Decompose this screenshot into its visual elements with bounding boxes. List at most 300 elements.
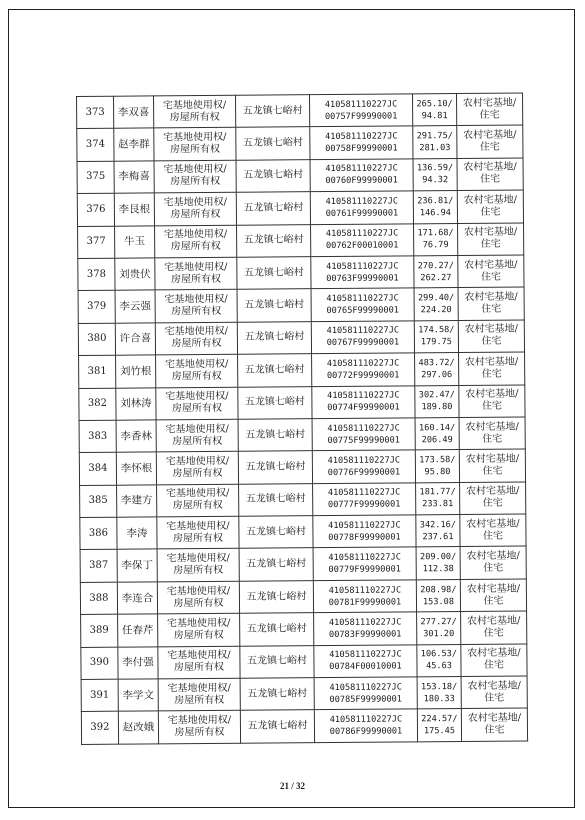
- right-type-cell-line: 宅基地使用权/: [163, 229, 228, 241]
- right-type-cell-line: 房屋所有权: [171, 370, 222, 383]
- area-cell-line: 173.58/: [419, 455, 456, 466]
- parcel-code-cell: [312, 385, 415, 418]
- right-type-cell: [154, 192, 236, 225]
- right-type-cell: [156, 354, 238, 387]
- area-cell: [414, 320, 458, 353]
- table-row: [78, 287, 524, 323]
- usage-cell-line: 农村宅基地/: [465, 388, 519, 401]
- area-cell: [417, 709, 461, 742]
- register-table-body: [77, 93, 528, 744]
- right-type-cell-line: 房屋所有权: [171, 403, 223, 415]
- right-type-cell-line: 宅基地使用权/: [163, 196, 228, 209]
- row-number-cell: 390: [81, 647, 118, 680]
- parcel-code-cell-line: 410581110227JC: [326, 358, 400, 369]
- row-number-cell: 391: [81, 679, 118, 712]
- table-row: [81, 611, 527, 647]
- right-type-cell-line: 房屋所有权: [170, 273, 221, 285]
- area-cell: [412, 94, 456, 127]
- location-cell: 五龙镇七峪村: [237, 224, 311, 257]
- usage-cell-line: 农村宅基地/: [465, 453, 520, 465]
- right-type-cell-line: 房屋所有权: [171, 305, 222, 318]
- table-row: [81, 708, 527, 744]
- usage-cell-line: 住宅: [483, 627, 504, 639]
- right-type-cell-line: 房屋所有权: [172, 467, 223, 480]
- area-cell-line: 180.33: [423, 693, 455, 705]
- location-cell: 五龙镇七峪村: [238, 386, 312, 419]
- right-type-cell-line: 房屋所有权: [173, 629, 224, 642]
- usage-cell: [460, 579, 526, 612]
- parcel-code-cell-line: 410581110227JC: [326, 293, 399, 305]
- right-type-cell-line: 宅基地使用权/: [164, 293, 228, 306]
- usage-cell-line: 住宅: [482, 465, 503, 477]
- usage-cell-line: 住宅: [483, 659, 505, 672]
- parcel-code-cell-line: 00774F99990001: [327, 402, 400, 414]
- right-type-cell-line: 宅基地使用权/: [166, 585, 231, 597]
- usage-cell-line: 住宅: [480, 238, 501, 251]
- usage-cell-line: 农村宅基地/: [465, 421, 519, 433]
- row-number-cell: 386: [80, 517, 117, 550]
- right-type-cell-line: 房屋所有权: [172, 435, 223, 447]
- table-row: [81, 644, 527, 680]
- area-cell-line: 174.58/: [418, 325, 455, 336]
- location-cell: 五龙镇七峪村: [239, 483, 313, 516]
- area-cell: [415, 385, 459, 418]
- row-number-cell: 377: [78, 226, 115, 259]
- usage-cell-line: 住宅: [482, 433, 503, 445]
- right-type-cell-line: 宅基地使用权/: [167, 714, 232, 727]
- area-cell-line: 224.20: [420, 305, 452, 316]
- right-type-cell-line: 房屋所有权: [172, 500, 223, 512]
- area-cell-line: 233.81: [422, 499, 454, 510]
- usage-cell-line: 住宅: [484, 724, 505, 736]
- right-type-cell: [157, 516, 239, 549]
- parcel-code-cell: [312, 450, 415, 483]
- area-cell-line: 302.47/: [418, 390, 456, 401]
- right-type-cell: [155, 225, 237, 258]
- parcel-code-cell-line: 00777F99990001: [327, 499, 401, 511]
- parcel-code-cell-line: 410581110227JC: [327, 487, 401, 499]
- usage-cell-line: 住宅: [480, 271, 501, 283]
- parcel-code-cell-line: 410581110227JC: [328, 520, 401, 531]
- right-type-cell-line: 房屋所有权: [169, 111, 220, 123]
- location-cell: 五龙镇七峪村: [240, 645, 314, 678]
- usage-cell: [460, 514, 526, 547]
- area-cell-line: 301.20: [423, 628, 455, 640]
- right-type-cell-line: 宅基地使用权/: [164, 261, 228, 273]
- area-cell-line: 270.27/: [417, 260, 454, 271]
- usage-cell: [457, 190, 523, 223]
- location-cell: 五龙镇七峪村: [239, 581, 313, 614]
- area-cell: [415, 450, 459, 483]
- usage-cell-line: 住宅: [479, 141, 500, 153]
- table-row: [79, 384, 525, 420]
- row-number-cell: 378: [78, 258, 115, 291]
- usage-cell: [460, 482, 526, 515]
- right-type-cell: [158, 646, 240, 679]
- area-cell-line: 175.45: [423, 726, 456, 737]
- register-table: [76, 92, 528, 744]
- usage-cell-line: 住宅: [480, 174, 501, 186]
- parcel-code-cell: [313, 580, 416, 613]
- parcel-code-cell-line: 00783F99990001: [328, 629, 402, 640]
- usage-cell: [456, 93, 522, 126]
- area-cell-line: 153.18/: [421, 681, 458, 693]
- parcel-code-cell-line: 410581110227JC: [325, 228, 399, 240]
- parcel-code-cell-line: 00761F99990001: [325, 208, 399, 219]
- right-type-cell-line: 宅基地使用权/: [163, 131, 227, 144]
- usage-cell-line: 农村宅基地/: [466, 518, 520, 530]
- right-type-cell-line: 宅基地使用权/: [165, 488, 230, 500]
- table-row: [78, 320, 524, 356]
- parcel-code-cell-line: 00781F99990001: [328, 597, 402, 608]
- location-cell: 五龙镇七峪村: [237, 321, 311, 354]
- location-cell: 五龙镇七峪村: [239, 516, 313, 549]
- parcel-code-cell: [311, 223, 414, 256]
- row-number-cell: 385: [80, 485, 117, 518]
- parcel-code-cell-line: 00765F99990001: [326, 305, 399, 317]
- usage-cell-line: 住宅: [481, 336, 502, 348]
- row-number-cell: 392: [81, 712, 118, 745]
- table-row: [80, 579, 526, 615]
- area-cell-line: 76.79: [422, 240, 449, 251]
- area-cell: [416, 482, 460, 515]
- usage-cell-line: 农村宅基地/: [466, 550, 520, 563]
- owner-name-cell: 李涛: [117, 517, 157, 550]
- usage-cell: [458, 255, 524, 288]
- usage-cell: [457, 125, 523, 158]
- right-type-cell-line: 房屋所有权: [170, 208, 221, 221]
- usage-cell-line: 农村宅基地/: [467, 647, 521, 660]
- usage-cell-line: 农村宅基地/: [463, 129, 517, 142]
- owner-name-cell: 李艮根: [114, 193, 154, 226]
- area-cell: [413, 191, 457, 224]
- table-row: [79, 417, 525, 453]
- location-cell: 五龙镇七峪村: [237, 257, 311, 290]
- table-row: [78, 223, 524, 259]
- register-table-wrapper: [76, 92, 527, 744]
- owner-name-cell: 李双喜: [114, 96, 154, 129]
- right-type-cell-line: 房屋所有权: [171, 338, 222, 350]
- parcel-code-cell: [314, 677, 417, 710]
- parcel-code-cell: [313, 547, 416, 580]
- owner-name-cell: 李建方: [117, 485, 157, 518]
- owner-name-cell: 李付强: [118, 647, 158, 680]
- parcel-code-cell-line: 410581110227JC: [324, 99, 398, 110]
- location-cell: 五龙镇七峪村: [238, 419, 312, 452]
- row-number-cell: 373: [77, 96, 114, 129]
- table-row: [78, 255, 524, 291]
- right-type-cell-line: 房屋所有权: [173, 597, 224, 609]
- row-number-cell: 375: [77, 161, 114, 194]
- location-cell: 五龙镇七峪村: [240, 678, 314, 711]
- area-cell-line: 146.94: [419, 207, 451, 219]
- area-cell-line: 208.98/: [420, 584, 457, 595]
- table-row: [80, 482, 526, 518]
- parcel-code-cell-line: 410581110227JC: [327, 423, 400, 434]
- parcel-code-cell: [309, 94, 412, 127]
- right-type-cell: [158, 613, 240, 646]
- owner-name-cell: 李连合: [117, 582, 157, 615]
- row-number-cell: 388: [80, 582, 117, 615]
- table-row: [80, 514, 526, 550]
- usage-cell: [459, 352, 525, 385]
- right-type-cell-line: 宅基地使用权/: [166, 520, 230, 533]
- area-cell-line: 153.08: [422, 596, 455, 607]
- area-cell-line: 171.68/: [417, 228, 454, 239]
- area-cell: [417, 677, 461, 710]
- parcel-code-cell-line: 00779F99990001: [328, 564, 401, 576]
- usage-cell-line: 住宅: [479, 109, 500, 121]
- parcel-code-cell-line: 00758F99990001: [325, 143, 398, 155]
- parcel-code-cell-line: 00757F99990001: [324, 111, 398, 122]
- parcel-code-cell-line: 410581110227JC: [328, 617, 402, 628]
- right-type-cell: [158, 678, 240, 711]
- right-type-cell-line: 宅基地使用权/: [162, 99, 227, 112]
- right-type-cell-line: 房屋所有权: [172, 532, 224, 545]
- parcel-code-cell-line: 00772F99990001: [326, 370, 400, 381]
- right-type-cell: [156, 452, 238, 485]
- location-cell: 五龙镇七峪村: [238, 451, 312, 484]
- owner-name-cell: 许合喜: [115, 323, 155, 356]
- right-type-cell-line: 房屋所有权: [170, 241, 221, 253]
- owner-name-cell: 李香林: [116, 420, 156, 453]
- parcel-code-cell-line: 410581110227JC: [329, 649, 402, 661]
- row-number-cell: 376: [77, 193, 114, 226]
- area-cell-line: 342.16/: [419, 519, 457, 531]
- location-cell: 五龙镇七峪村: [236, 159, 310, 192]
- right-type-cell-line: 宅基地使用权/: [164, 358, 229, 371]
- location-cell: 五龙镇七峪村: [237, 289, 311, 322]
- parcel-code-cell-line: 00760F99990001: [325, 175, 398, 187]
- owner-name-cell: 刘竹根: [116, 355, 156, 388]
- location-cell: 五龙镇七峪村: [240, 710, 314, 743]
- right-type-cell: [155, 290, 237, 323]
- area-cell: [413, 126, 457, 159]
- usage-cell: [458, 320, 524, 353]
- table-row: [79, 449, 525, 485]
- parcel-code-cell: [314, 612, 417, 645]
- right-type-cell-line: 房屋所有权: [173, 662, 225, 674]
- usage-cell-line: 农村宅基地/: [464, 356, 519, 368]
- area-cell-line: 483.72/: [418, 357, 455, 369]
- area-cell: [417, 612, 461, 645]
- usage-cell-line: 农村宅基地/: [467, 680, 521, 692]
- area-cell-line: 189.80: [421, 402, 453, 413]
- area-cell-line: 106.53/: [420, 649, 458, 660]
- location-cell: 五龙镇七峪村: [240, 613, 314, 646]
- location-cell: 五龙镇七峪村: [235, 95, 309, 128]
- usage-cell-line: 农村宅基地/: [464, 259, 518, 271]
- owner-name-cell: 李保丁: [117, 549, 157, 582]
- row-number-cell: 384: [79, 452, 116, 485]
- area-cell-line: 112.38: [422, 564, 454, 575]
- location-cell: 五龙镇七峪村: [236, 192, 310, 225]
- table-row: [77, 190, 523, 226]
- right-type-cell-line: 宅基地使用权/: [165, 423, 229, 435]
- row-number-cell: 387: [80, 550, 117, 583]
- usage-cell: [458, 287, 524, 320]
- table-row: [77, 158, 523, 194]
- parcel-code-cell-line: 00786F99990001: [329, 726, 403, 738]
- parcel-code-cell: [310, 159, 413, 192]
- page-number: 21 / 32: [279, 781, 305, 791]
- parcel-code-cell: [310, 126, 413, 159]
- right-type-cell: [157, 581, 239, 614]
- area-cell-line: 181.77/: [419, 487, 456, 498]
- usage-cell-line: 住宅: [483, 595, 504, 607]
- parcel-code-cell-line: 410581110227JC: [327, 455, 401, 467]
- usage-cell-line: 住宅: [481, 400, 502, 413]
- usage-cell-line: 农村宅基地/: [463, 226, 518, 239]
- owner-name-cell: 赵李群: [114, 128, 154, 161]
- usage-cell-line: 农村宅基地/: [462, 97, 517, 109]
- usage-cell-line: 农村宅基地/: [464, 323, 519, 336]
- parcel-code-cell: [313, 515, 416, 548]
- parcel-code-cell-line: 00762F00010001: [325, 240, 399, 252]
- usage-cell: [457, 158, 523, 191]
- right-type-cell: [155, 322, 237, 355]
- table-row: [77, 93, 523, 129]
- area-cell-line: 297.06: [421, 369, 453, 381]
- area-cell-line: 209.00/: [419, 552, 457, 563]
- usage-cell-line: 农村宅基地/: [467, 712, 522, 725]
- area-cell-line: 45.63: [426, 661, 452, 672]
- parcel-code-cell-line: 410581110227JC: [325, 131, 398, 143]
- right-type-cell-line: 宅基地使用权/: [166, 617, 231, 630]
- row-number-cell: 382: [79, 388, 116, 421]
- parcel-code-cell-line: 410581110227JC: [328, 585, 402, 596]
- parcel-code-cell: [311, 256, 414, 289]
- usage-cell-line: 农村宅基地/: [466, 615, 521, 627]
- row-number-cell: 383: [79, 420, 116, 453]
- area-cell-line: 291.75/: [416, 131, 453, 142]
- usage-cell: [461, 708, 527, 741]
- owner-name-cell: 刘林涛: [116, 387, 156, 420]
- usage-cell-line: 住宅: [480, 206, 501, 218]
- table-row: [79, 352, 525, 388]
- parcel-code-cell: [314, 709, 417, 742]
- area-cell-line: 160.14/: [418, 422, 456, 433]
- area-cell: [415, 353, 459, 386]
- area-cell-line: 136.59/: [416, 163, 454, 174]
- parcel-code-cell: [311, 288, 414, 321]
- row-number-cell: 381: [79, 355, 116, 388]
- usage-cell-line: 农村宅基地/: [465, 485, 520, 498]
- parcel-code-cell-line: 00776F99990001: [327, 467, 401, 479]
- owner-name-cell: 刘贵伏: [115, 258, 155, 291]
- owner-name-cell: 李怀根: [116, 452, 156, 485]
- area-cell: [416, 547, 460, 580]
- right-type-cell-line: 房屋所有权: [170, 176, 221, 188]
- right-type-cell: [157, 549, 239, 582]
- right-type-cell-line: 房屋所有权: [174, 726, 225, 739]
- area-cell: [416, 515, 460, 548]
- area-cell-line: 237.61: [422, 531, 454, 543]
- usage-cell: [460, 546, 526, 579]
- parcel-code-cell: [312, 353, 415, 386]
- row-number-cell: 379: [78, 291, 115, 324]
- usage-cell-line: 住宅: [484, 692, 505, 704]
- table-row: [80, 546, 526, 582]
- table-row: [81, 676, 527, 712]
- right-type-cell: [154, 95, 236, 128]
- owner-name-cell: 李梅喜: [114, 161, 154, 194]
- right-type-cell-line: 房屋所有权: [173, 565, 224, 577]
- parcel-code-cell-line: 410581110227JC: [328, 552, 401, 564]
- usage-cell-line: 住宅: [482, 498, 503, 510]
- right-type-cell-line: 房屋所有权: [174, 694, 225, 706]
- right-type-cell: [154, 128, 236, 161]
- parcel-code-cell-line: 00785F99990001: [329, 694, 403, 705]
- usage-cell-line: 住宅: [481, 303, 502, 315]
- parcel-code-cell-line: 00763F99990001: [326, 273, 399, 284]
- parcel-code-cell: [311, 321, 414, 354]
- parcel-code-cell: [314, 644, 417, 677]
- area-cell-line: 262.27: [420, 272, 452, 283]
- right-type-cell: [155, 257, 237, 290]
- parcel-code-cell-line: 410581110227JC: [327, 390, 400, 402]
- parcel-code-cell: [310, 191, 413, 224]
- right-type-cell-line: 宅基地使用权/: [166, 552, 230, 565]
- area-cell-line: 236.81/: [417, 195, 454, 207]
- row-number-cell: 389: [81, 614, 118, 647]
- area-cell-line: 179.75: [420, 337, 453, 348]
- right-type-cell: [157, 484, 239, 517]
- usage-cell: [461, 676, 527, 709]
- area-cell-line: 206.49: [421, 434, 453, 445]
- area-cell-line: 224.57/: [421, 714, 458, 725]
- usage-cell: [461, 644, 527, 677]
- parcel-code-cell-line: 410581110227JC: [326, 325, 400, 337]
- right-type-cell-line: 宅基地使用权/: [164, 326, 229, 338]
- location-cell: 五龙镇七峪村: [238, 354, 312, 387]
- table-row: [77, 125, 523, 161]
- owner-name-cell: 李学文: [118, 679, 158, 712]
- parcel-code-cell-line: 410581110227JC: [325, 196, 399, 207]
- right-type-cell: [156, 387, 238, 420]
- right-type-cell: [154, 160, 236, 193]
- usage-cell-line: 住宅: [481, 368, 502, 380]
- location-cell: 五龙镇七峪村: [239, 548, 313, 581]
- parcel-code-cell-line: 00784F00010001: [329, 661, 402, 673]
- usage-cell: [459, 417, 525, 450]
- parcel-code-cell-line: 00778F99990001: [328, 532, 401, 543]
- area-cell-line: 277.27/: [420, 616, 457, 628]
- area-cell: [415, 417, 459, 450]
- parcel-code-cell-line: 00767F99990001: [326, 337, 400, 349]
- area-cell: [416, 579, 460, 612]
- area-cell-line: 95.80: [424, 467, 451, 478]
- usage-cell: [461, 611, 527, 644]
- parcel-code-cell: [312, 418, 415, 451]
- parcel-code-cell-line: 00775F99990001: [327, 435, 400, 446]
- right-type-cell: [156, 419, 238, 452]
- usage-cell-line: 住宅: [483, 562, 504, 574]
- usage-cell-line: 住宅: [482, 530, 504, 542]
- right-type-cell: [158, 711, 240, 744]
- parcel-code-cell-line: 410581110227JC: [329, 714, 403, 726]
- location-cell: 五龙镇七峪村: [236, 127, 310, 160]
- owner-name-cell: 任春芹: [118, 614, 158, 647]
- right-type-cell-line: 宅基地使用权/: [167, 682, 231, 695]
- usage-cell: [458, 223, 524, 256]
- right-type-cell-line: 宅基地使用权/: [163, 164, 227, 176]
- area-cell-line: 281.03: [419, 143, 451, 154]
- area-cell-line: 299.40/: [417, 293, 455, 304]
- parcel-code-cell-line: 410581110227JC: [329, 682, 402, 693]
- parcel-code-cell: [313, 483, 416, 516]
- usage-cell: [459, 449, 525, 482]
